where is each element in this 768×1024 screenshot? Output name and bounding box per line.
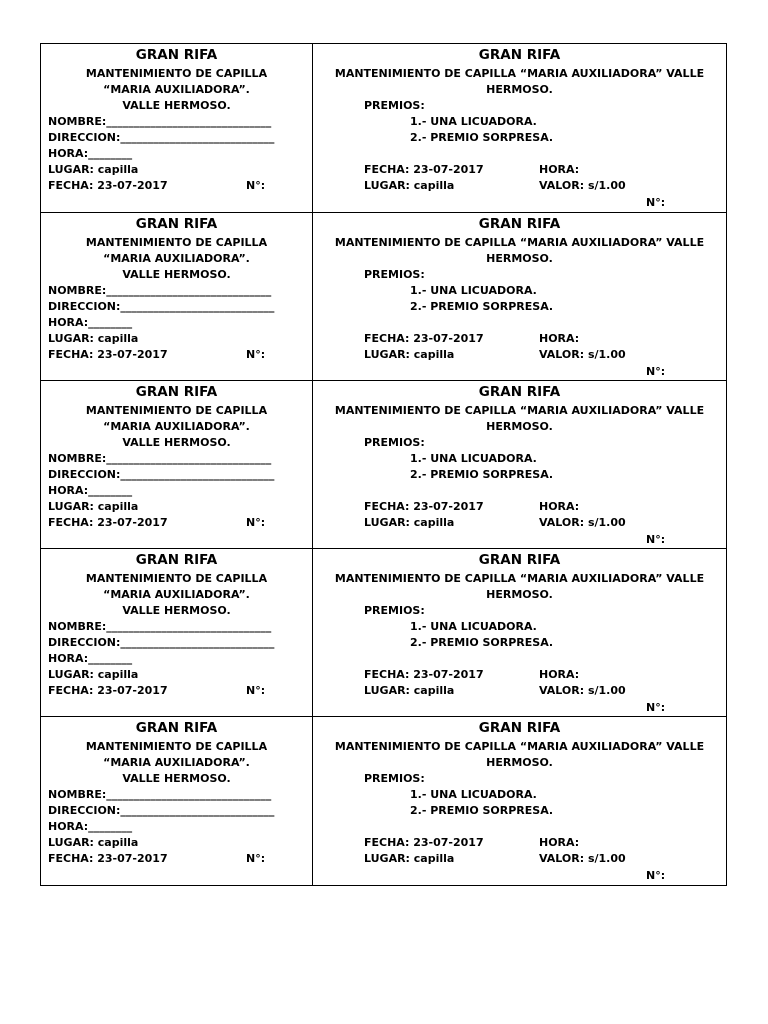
stub-ticket-number: N°: <box>246 852 266 865</box>
ticket-title: GRAN RIFA <box>478 216 561 232</box>
ticket-town: HERMOSO. <box>486 420 553 433</box>
ticket-town: HERMOSO. <box>486 252 553 265</box>
stub-purpose-line: MANTENIMIENTO DE CAPILLA <box>85 67 268 80</box>
stub-ticket-number: N°: <box>246 179 266 192</box>
ticket-number: N°: <box>646 869 666 882</box>
stub-fecha: FECHA: 23-07-2017 <box>48 348 168 361</box>
stub-lugar: LUGAR: capilla <box>48 668 139 681</box>
ticket-lugar: LUGAR: capilla <box>364 348 455 361</box>
stub-lugar: LUGAR: capilla <box>48 332 139 345</box>
ticket-hora: HORA: <box>539 500 580 513</box>
ticket-row <box>41 548 726 717</box>
stub-town: VALLE HERMOSO. <box>122 436 231 449</box>
ticket-fecha: FECHA: 23-07-2017 <box>364 500 484 513</box>
ticket-premios-label: PREMIOS: <box>364 772 425 785</box>
ticket-hora: HORA: <box>539 332 580 345</box>
stub-fecha: FECHA: 23-07-2017 <box>48 516 168 529</box>
ticket-premios-label: PREMIOS: <box>364 436 425 449</box>
ticket-row <box>41 44 726 212</box>
ticket-prize-1: 1.- UNA LICUADORA. <box>410 284 537 297</box>
stub-chapel-name: “MARIA AUXILIADORA”. <box>103 588 250 601</box>
stub-purpose-line: MANTENIMIENTO DE CAPILLA <box>85 404 268 417</box>
stub-town: VALLE HERMOSO. <box>122 268 231 281</box>
stub-nombre-field: NOMBRE:______________________________ <box>48 115 272 128</box>
ticket-valor: VALOR: s/1.00 <box>539 684 626 697</box>
stub-ticket-number: N°: <box>246 684 266 697</box>
stub-direccion-field: DIRECCION:____________________________ <box>48 468 275 481</box>
stub-chapel-name: “MARIA AUXILIADORA”. <box>103 756 250 769</box>
stub-lugar: LUGAR: capilla <box>48 500 139 513</box>
stub-fecha: FECHA: 23-07-2017 <box>48 852 168 865</box>
stub-direccion-field: DIRECCION:____________________________ <box>48 131 275 144</box>
stub-chapel-name: “MARIA AUXILIADORA”. <box>103 252 250 265</box>
ticket-valor: VALOR: s/1.00 <box>539 516 626 529</box>
ticket-town: HERMOSO. <box>486 756 553 769</box>
ticket-town: HERMOSO. <box>486 588 553 601</box>
ticket-valor: VALOR: s/1.00 <box>539 179 626 192</box>
ticket-fecha: FECHA: 23-07-2017 <box>364 163 484 176</box>
stub-purpose-line: MANTENIMIENTO DE CAPILLA <box>85 740 268 753</box>
stub-fecha: FECHA: 23-07-2017 <box>48 179 168 192</box>
ticket-prize-1: 1.- UNA LICUADORA. <box>410 620 537 633</box>
stub-purpose-line: MANTENIMIENTO DE CAPILLA <box>85 236 268 249</box>
ticket-number: N°: <box>646 196 666 209</box>
stub-purpose-line: MANTENIMIENTO DE CAPILLA <box>85 572 268 585</box>
ticket-number: N°: <box>646 533 666 546</box>
stub-direccion-field: DIRECCION:____________________________ <box>48 804 275 817</box>
ticket-prize-2: 2.- PREMIO SORPRESA. <box>410 300 554 313</box>
ticket-title: GRAN RIFA <box>478 47 561 63</box>
stub-hora-field: HORA:________ <box>48 484 133 497</box>
stub-direccion-field: DIRECCION:____________________________ <box>48 300 275 313</box>
ticket-prize-2: 2.- PREMIO SORPRESA. <box>410 131 554 144</box>
ticket-purpose-line: MANTENIMIENTO DE CAPILLA “MARIA AUXILIADORA” VALLE <box>334 236 705 249</box>
ticket-premios-label: PREMIOS: <box>364 99 425 112</box>
stub-chapel-name: “MARIA AUXILIADORA”. <box>103 83 250 96</box>
ticket-lugar: LUGAR: capilla <box>364 684 455 697</box>
stub-hora-field: HORA:________ <box>48 147 133 160</box>
ticket-town: HERMOSO. <box>486 83 553 96</box>
stub-direccion-field: DIRECCION:____________________________ <box>48 636 275 649</box>
ticket-prize-2: 2.- PREMIO SORPRESA. <box>410 468 554 481</box>
stub-hora-field: HORA:________ <box>48 652 133 665</box>
stub-title: GRAN RIFA <box>135 552 218 568</box>
ticket-purpose-line: MANTENIMIENTO DE CAPILLA “MARIA AUXILIADORA” VALLE <box>334 572 705 585</box>
stub-title: GRAN RIFA <box>135 384 218 400</box>
stub-nombre-field: NOMBRE:______________________________ <box>48 452 272 465</box>
ticket-prize-2: 2.- PREMIO SORPRESA. <box>410 636 554 649</box>
ticket-prize-1: 1.- UNA LICUADORA. <box>410 452 537 465</box>
ticket-lugar: LUGAR: capilla <box>364 852 455 865</box>
ticket-valor: VALOR: s/1.00 <box>539 348 626 361</box>
ticket-purpose-line: MANTENIMIENTO DE CAPILLA “MARIA AUXILIADORA” VALLE <box>334 67 705 80</box>
stub-town: VALLE HERMOSO. <box>122 772 231 785</box>
stub-ticket-number: N°: <box>246 348 266 361</box>
ticket-purpose-line: MANTENIMIENTO DE CAPILLA “MARIA AUXILIADORA” VALLE <box>334 740 705 753</box>
ticket-row <box>41 716 726 885</box>
stub-hora-field: HORA:________ <box>48 820 133 833</box>
ticket-fecha: FECHA: 23-07-2017 <box>364 332 484 345</box>
ticket-row <box>41 380 726 549</box>
ticket-hora: HORA: <box>539 668 580 681</box>
ticket-purpose-line: MANTENIMIENTO DE CAPILLA “MARIA AUXILIADORA” VALLE <box>334 404 705 417</box>
ticket-lugar: LUGAR: capilla <box>364 516 455 529</box>
ticket-lugar: LUGAR: capilla <box>364 179 455 192</box>
ticket-premios-label: PREMIOS: <box>364 604 425 617</box>
stub-title: GRAN RIFA <box>135 720 218 736</box>
stub-title: GRAN RIFA <box>135 47 218 63</box>
stub-lugar: LUGAR: capilla <box>48 836 139 849</box>
ticket-hora: HORA: <box>539 163 580 176</box>
ticket-valor: VALOR: s/1.00 <box>539 852 626 865</box>
ticket-prize-2: 2.- PREMIO SORPRESA. <box>410 804 554 817</box>
stub-ticket-number: N°: <box>246 516 266 529</box>
ticket-fecha: FECHA: 23-07-2017 <box>364 668 484 681</box>
ticket-premios-label: PREMIOS: <box>364 268 425 281</box>
stub-hora-field: HORA:________ <box>48 316 133 329</box>
ticket-row <box>41 212 726 381</box>
ticket-title: GRAN RIFA <box>478 720 561 736</box>
ticket-prize-1: 1.- UNA LICUADORA. <box>410 788 537 801</box>
stub-nombre-field: NOMBRE:______________________________ <box>48 284 272 297</box>
stub-nombre-field: NOMBRE:______________________________ <box>48 620 272 633</box>
raffle-sheet <box>40 43 727 886</box>
ticket-number: N°: <box>646 365 666 378</box>
ticket-title: GRAN RIFA <box>478 552 561 568</box>
stub-nombre-field: NOMBRE:______________________________ <box>48 788 272 801</box>
stub-town: VALLE HERMOSO. <box>122 604 231 617</box>
ticket-title: GRAN RIFA <box>478 384 561 400</box>
ticket-hora: HORA: <box>539 836 580 849</box>
stub-lugar: LUGAR: capilla <box>48 163 139 176</box>
ticket-prize-1: 1.- UNA LICUADORA. <box>410 115 537 128</box>
stub-title: GRAN RIFA <box>135 216 218 232</box>
ticket-number: N°: <box>646 701 666 714</box>
ticket-fecha: FECHA: 23-07-2017 <box>364 836 484 849</box>
stub-fecha: FECHA: 23-07-2017 <box>48 684 168 697</box>
stub-town: VALLE HERMOSO. <box>122 99 231 112</box>
stub-chapel-name: “MARIA AUXILIADORA”. <box>103 420 250 433</box>
